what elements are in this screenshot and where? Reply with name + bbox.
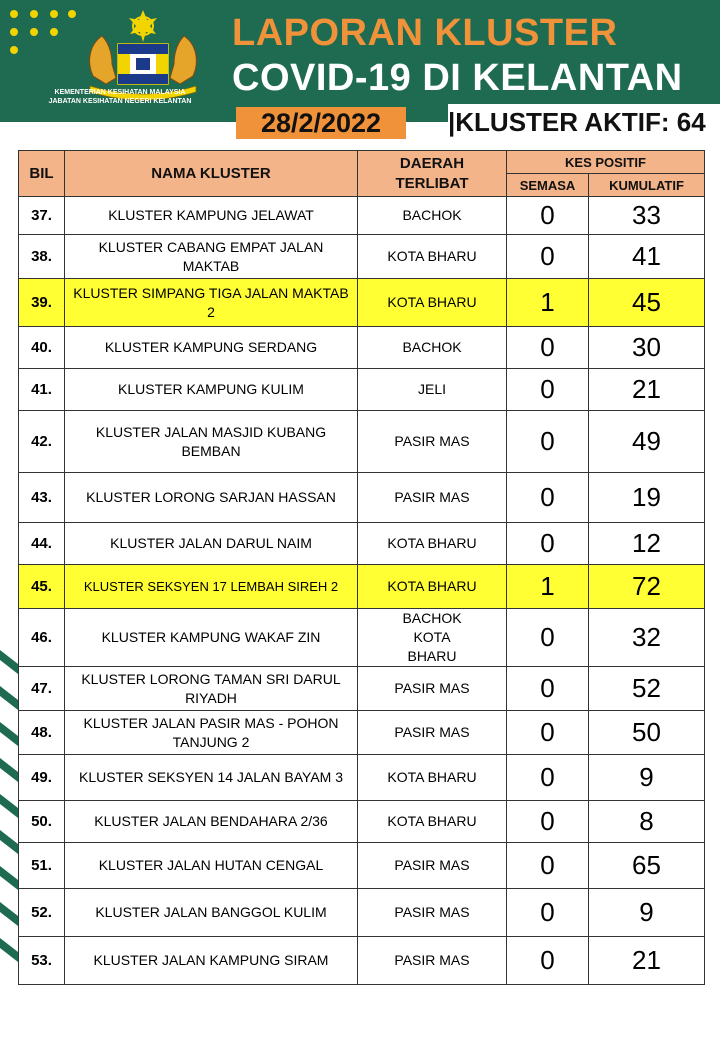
table-row-highlighted (19, 565, 705, 609)
cumulative-cases: 72 (589, 565, 705, 609)
row-number: 51. (19, 843, 65, 889)
district: BACHOK (358, 327, 507, 369)
table-row (19, 235, 705, 279)
cluster-name: KLUSTER JALAN MASJID KUBANG BEMBAN (65, 411, 358, 473)
row-number: 37. (19, 197, 65, 235)
cumulative-cases: 9 (589, 755, 705, 801)
table-row (19, 755, 705, 801)
current-cases: 0 (507, 801, 589, 843)
report-date: 28/2/2022 (236, 107, 406, 139)
cluster-name: KLUSTER JALAN DARUL NAIM (65, 523, 358, 565)
cluster-name: KLUSTER JALAN BANGGOL KULIM (65, 889, 358, 937)
cluster-name: KLUSTER SEKSYEN 14 JALAN BAYAM 3 (65, 755, 358, 801)
cumulative-cases: 21 (589, 937, 705, 985)
row-number: 48. (19, 711, 65, 755)
row-number: 45. (19, 565, 65, 609)
district: PASIR MAS (358, 843, 507, 889)
header-nama-kluster: NAMA KLUSTER (65, 151, 358, 197)
row-number: 50. (19, 801, 65, 843)
table-row (19, 667, 705, 711)
table-row (19, 473, 705, 523)
cluster-name: KLUSTER JALAN BENDAHARA 2/36 (65, 801, 358, 843)
cumulative-cases: 41 (589, 235, 705, 279)
cumulative-cases: 49 (589, 411, 705, 473)
ministry-name (20, 88, 220, 106)
cumulative-cases: 33 (589, 197, 705, 235)
table-row (19, 411, 705, 473)
row-number: 38. (19, 235, 65, 279)
cluster-name: KLUSTER LORONG SARJAN HASSAN (65, 473, 358, 523)
table-row (19, 843, 705, 889)
district: BACHOK (358, 197, 507, 235)
row-number: 53. (19, 937, 65, 985)
table-row (19, 609, 705, 667)
cumulative-cases: 45 (589, 279, 705, 327)
cluster-name: KLUSTER SIMPANG TIGA JALAN MAKTAB 2 (65, 279, 358, 327)
cumulative-cases: 50 (589, 711, 705, 755)
district: PASIR MAS (358, 667, 507, 711)
current-cases: 0 (507, 609, 589, 667)
district: PASIR MAS (358, 411, 507, 473)
district: KOTA BHARU (358, 235, 507, 279)
header-daerah-terlibat (358, 151, 507, 197)
current-cases: 0 (507, 197, 589, 235)
cumulative-cases: 21 (589, 369, 705, 411)
header-kes-positif: KES POSITIF (507, 151, 705, 174)
cluster-name: KLUSTER KAMPUNG KULIM (65, 369, 358, 411)
cumulative-cases: 65 (589, 843, 705, 889)
district: BACHOK KOTA BHARU (358, 609, 507, 667)
ministry-line-1: KEMENTERIAN KESIHATAN MALAYSIA (54, 89, 186, 96)
active-cluster-count: |KLUSTER AKTIF: 64 (448, 104, 720, 140)
cluster-name: KLUSTER CABANG EMPAT JALAN MAKTAB (65, 235, 358, 279)
cumulative-cases: 12 (589, 523, 705, 565)
district: PASIR MAS (358, 711, 507, 755)
row-number: 40. (19, 327, 65, 369)
row-number: 46. (19, 609, 65, 667)
district: KOTA BHARU (358, 279, 507, 327)
cumulative-cases: 9 (589, 889, 705, 937)
current-cases: 0 (507, 411, 589, 473)
current-cases: 0 (507, 667, 589, 711)
district: KOTA BHARU (358, 523, 507, 565)
cluster-table (18, 150, 705, 985)
current-cases: 0 (507, 235, 589, 279)
row-number: 43. (19, 473, 65, 523)
table-row (19, 523, 705, 565)
table-row (19, 711, 705, 755)
table-row (19, 327, 705, 369)
decorative-stripes (0, 650, 18, 990)
table-row (19, 937, 705, 985)
current-cases: 0 (507, 369, 589, 411)
current-cases: 0 (507, 937, 589, 985)
cumulative-cases: 30 (589, 327, 705, 369)
header-bil: BIL (19, 151, 65, 197)
cumulative-cases: 8 (589, 801, 705, 843)
header-semasa: SEMASA (507, 174, 589, 197)
district: PASIR MAS (358, 937, 507, 985)
cluster-name: KLUSTER JALAN KAMPUNG SIRAM (65, 937, 358, 985)
row-number: 44. (19, 523, 65, 565)
table-row (19, 369, 705, 411)
row-number: 52. (19, 889, 65, 937)
table-row-highlighted (19, 279, 705, 327)
report-subtitle: COVID-19 DI KELANTAN (232, 57, 683, 99)
row-number: 41. (19, 369, 65, 411)
cluster-name: KLUSTER KAMPUNG SERDANG (65, 327, 358, 369)
cluster-name: KLUSTER KAMPUNG JELAWAT (65, 197, 358, 235)
row-number: 49. (19, 755, 65, 801)
header-kumulatif: KUMULATIF (589, 174, 705, 197)
row-number: 42. (19, 411, 65, 473)
cluster-name: KLUSTER JALAN HUTAN CENGAL (65, 843, 358, 889)
cluster-table-body (19, 197, 705, 985)
table-row (19, 801, 705, 843)
report-title: LAPORAN KLUSTER (232, 12, 618, 54)
cluster-name: KLUSTER LORONG TAMAN SRI DARUL RIYADH (65, 667, 358, 711)
current-cases: 0 (507, 473, 589, 523)
table-row (19, 197, 705, 235)
district: KOTA BHARU (358, 755, 507, 801)
current-cases: 0 (507, 889, 589, 937)
district: KOTA BHARU (358, 801, 507, 843)
current-cases: 0 (507, 523, 589, 565)
cluster-name: KLUSTER KAMPUNG WAKAF ZIN (65, 609, 358, 667)
cluster-name: KLUSTER SEKSYEN 17 LEMBAH SIREH 2 (65, 565, 358, 609)
ministry-line-2: JABATAN KESIHATAN NEGERI KELANTAN (48, 98, 192, 105)
district: KOTA BHARU (358, 565, 507, 609)
cumulative-cases: 32 (589, 609, 705, 667)
row-number: 39. (19, 279, 65, 327)
header-daerah-line-2: TERLIBAT (395, 174, 469, 192)
table-row (19, 889, 705, 937)
current-cases: 0 (507, 327, 589, 369)
district: PASIR MAS (358, 473, 507, 523)
cumulative-cases: 52 (589, 667, 705, 711)
current-cases: 0 (507, 755, 589, 801)
current-cases: 1 (507, 279, 589, 327)
current-cases: 0 (507, 843, 589, 889)
current-cases: 0 (507, 711, 589, 755)
district: PASIR MAS (358, 889, 507, 937)
row-number: 47. (19, 667, 65, 711)
cluster-name: KLUSTER JALAN PASIR MAS - POHON TANJUNG 2 (65, 711, 358, 755)
district: JELI (358, 369, 507, 411)
current-cases: 1 (507, 565, 589, 609)
header-daerah-line-1: DAERAH (399, 154, 465, 172)
cumulative-cases: 19 (589, 473, 705, 523)
